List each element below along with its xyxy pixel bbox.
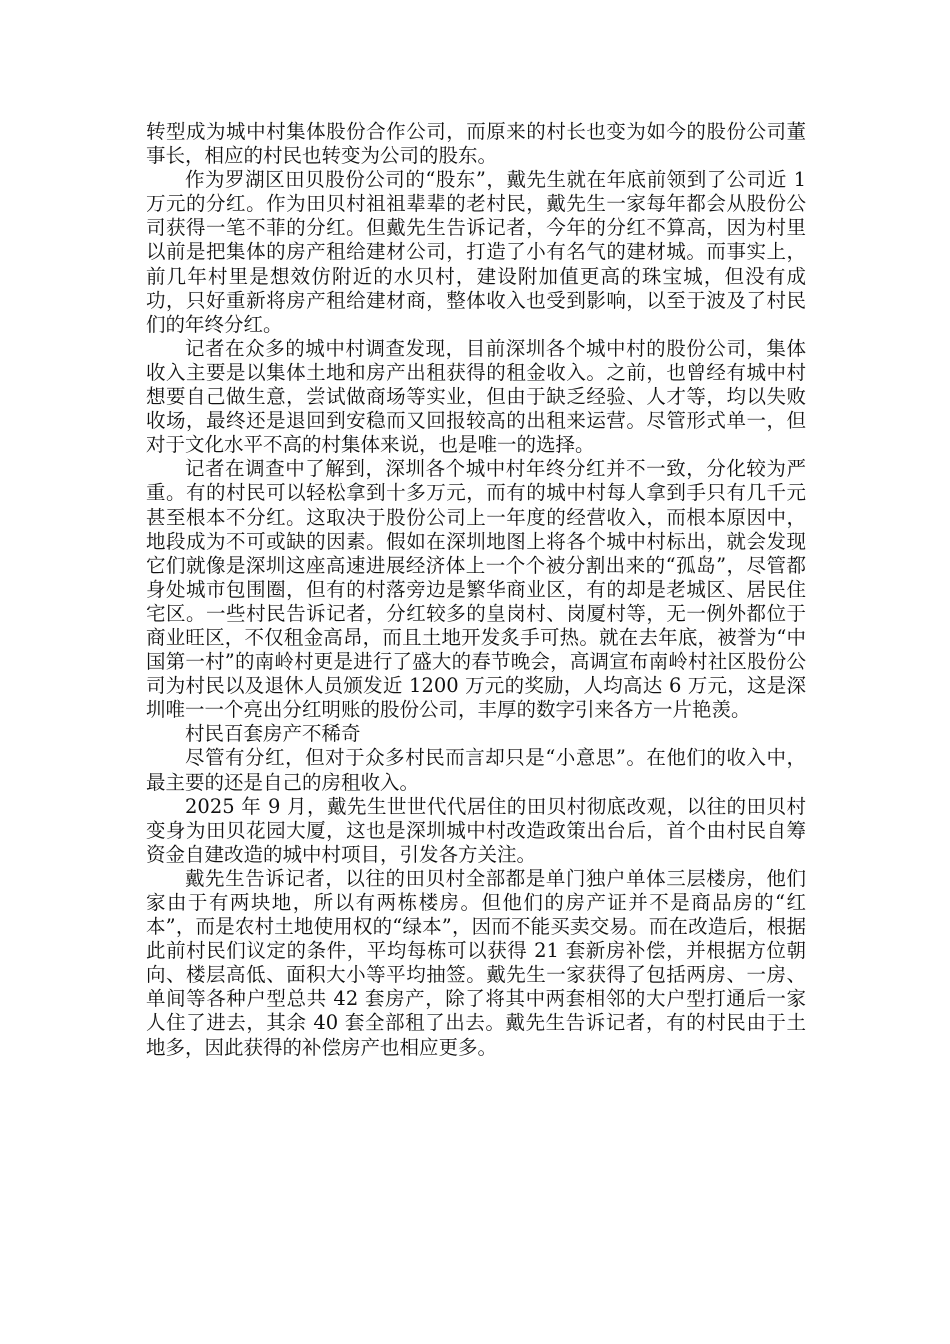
section-heading: 村民百套房产不稀奇 [185, 722, 361, 746]
paragraph-2: 作为罗湖区田贝股份公司的“股东”，戴先生就在年底前领到了公司近 1 万元的分红。作为田贝村祖祖辈辈的老村民，戴先生一家每年都会从股份公司获得一笔不菲的分红。但戴先生告诉记者，今年的分红不算高，因为村里以前是把集体的房产租给建材公司，打造了小有名气的建材城。而事实上，前几年村里是想效仿附近的水贝村，建设附加值更高的珠宝城，但没有成功，只好重新将房产租给建材商，整体收入也受到影响，以至于波及了村民们的年终分红。 [146, 168, 806, 336]
paragraph-7: 戴先生告诉记者，以往的田贝村全部都是单门独户单体三层楼房，他们家由于有两块地，所以有两栋楼房。但他们的房产证并不是商品房的“红本”，而是农村土地使用权的“绿本”，因而不能买卖交易。而在改造后，根据此前村民们议定的条件，平均每栋可以获得 21 套新房补偿，并根据方位朝向、楼层高低、面积大小等平均抽签。戴先生一家获得了包括两房、一房、单间等各种户型总共 42 套房产，除了将其中两套相邻的大户型打通后一家人住了进去，其余 40 套全部租了出去。戴先生告诉记者，有的村民由于土地多，因此获得的补偿房产也相应更多。 [146, 866, 806, 1059]
paragraph-1: 转型成为城中村集体股份合作公司，而原来的村长也变为如今的股份公司董事长，相应的村民也转变为公司的股东。 [146, 120, 806, 168]
paragraph-6: 2025 年 9 月，戴先生世世代代居住的田贝村彻底改观，以往的田贝村变身为田贝花园大厦，这也是深圳城中村改造政策出台后，首个由村民自筹资金自建改造的城中村项目，引发各方关注。 [146, 794, 806, 866]
article-body [146, 120, 806, 1060]
paragraph-4: 记者在调查中了解到，深圳各个城中村年终分红并不一致，分化较为严重。有的村民可以轻松拿到十多万元，而有的城中村每人拿到手只有几千元甚至根本不分红。这取决于股份公司上一年度的经营收入，而根本原因中，地段成为不可或缺的因素。假如在深圳地图上将各个城中村标出，就会发现它们就像是深圳这座高速进展经济体上一个个被分割出来的“孤岛”，尽管都身处城市包围圈，但有的村落旁边是繁华商业区，有的却是老城区、居民住宅区。一些村民告诉记者，分红较多的皇岗村、岗厦村等，无一例外都位于商业旺区，不仅租金高昂，而且土地开发炙手可热。就在去年底，被誉为“中国第一村”的南岭村更是进行了盛大的春节晚会，高调宣布南岭村社区股份公司为村民以及退休人员颁发近 1200 万元的奖励，人均高达 6 万元，这是深圳唯一一个亮出分红明账的股份公司，丰厚的数字引来各方一片艳羡。 [146, 457, 806, 722]
paragraph-3: 记者在众多的城中村调查发现，目前深圳各个城中村的股份公司，集体收入主要是以集体土地和房产出租获得的租金收入。之前，也曾经有城中村想要自己做生意，尝试做商场等实业，但由于缺乏经验、人才等，均以失败收场，最终还是退回到安稳而又回报较高的出租来运营。尽管形式单一，但对于文化水平不高的村集体来说，也是唯一的选择。 [146, 336, 806, 457]
paragraph-5: 尽管有分红，但对于众多村民而言却只是“小意思”。在他们的收入中，最主要的还是自己的房租收入。 [146, 746, 806, 794]
